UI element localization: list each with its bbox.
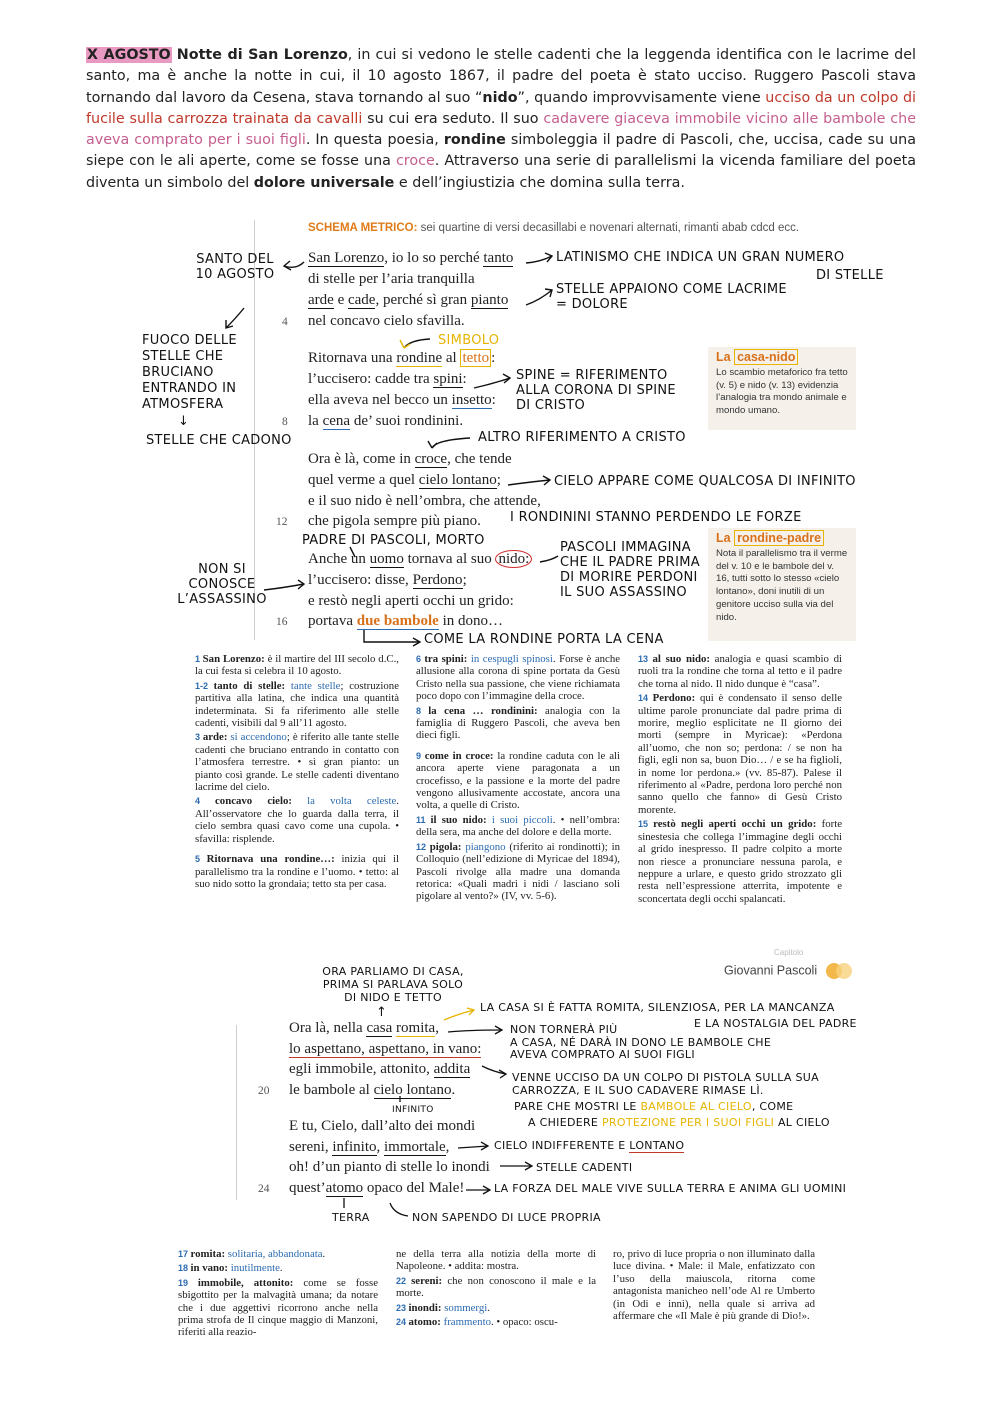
note-entry: [396, 1275, 596, 1300]
schema-metrico: SCHEMA METRICO: sei quartine di versi decasillabi e novenari alternati, rimanti abab cdcd ecc.: [308, 222, 800, 234]
note-text: ne della terra alla notizia della morte di Napoleone. • addita: mostra.: [396, 1248, 596, 1273]
note-number: 12: [416, 841, 430, 852]
verse-number: 24: [258, 1183, 270, 1195]
note-text: ro, privo di luce propria o non illuminato dalla luce divina. • Male: il Male, enfatizzato con l’uso della maiuscola, ritorna come antagonista manicheo nell’ode Al re Umberto (in Odi e inni), nella quale si arriva ad affermare che «Il Male è più grande di Dio!».: [613, 1248, 815, 1323]
note-up-arrow: ↑: [376, 1005, 388, 1020]
note-headword: Perdono:: [652, 692, 696, 705]
note-non-tornera: NON TORNERÀ PIÙ A CASA, NÉ DARÀ IN DONO LE BAMBOLE CHE AVEVA COMPRATO AI SUOI FIGLI: [510, 1023, 772, 1061]
verse-number: 20: [258, 1085, 270, 1097]
note-text: .: [322, 1248, 326, 1260]
note-text: (riferito ai rondinotti); in Colloquio (nell’edizione di Myricae del 1894), Pascoli rivolge alla madre una domanda retorica: «Quali madri i nidi / lasciano soli pigolare al vento?» (IV, vv. 5-6).: [416, 840, 620, 903]
note-fuoco: FUOCO DELLE STELLE CHE BRUCIANO ENTRANDO IN ATMOSFERA: [142, 333, 237, 412]
note-nostalgia: E LA NOSTALGIA DEL PADRE: [694, 1017, 857, 1030]
chapter-header: Capitolo Giovanni Pascoli: [724, 962, 857, 980]
note-terra: TERRA: [332, 1211, 370, 1224]
note-entry: [396, 1316, 596, 1328]
note-number: 22: [396, 1275, 412, 1286]
note-entry: [396, 1302, 596, 1314]
verse-24: quest’atomo opaco del Male!: [289, 1180, 465, 1196]
note-pare: PARE CHE MOSTRI LE BAMBOLE AL CIELO, COME: [514, 1100, 794, 1113]
highlight-pink: cadavere giaceva immobile vicino alle bambole che aveva comprato per i suoi figli: [86, 110, 917, 149]
note-number: 15: [638, 819, 654, 830]
note-number: 11: [416, 814, 431, 825]
verse-number: 8: [282, 416, 288, 428]
note-gloss: frammento: [440, 1316, 491, 1329]
verse-12: che pigola sempre più piano.: [308, 513, 481, 529]
note-stelle-cadenti: STELLE CADENTI: [536, 1161, 633, 1174]
note-entry: [613, 1248, 815, 1322]
note-number: 14: [638, 693, 653, 704]
note-headword: arde:: [202, 731, 228, 744]
note-simbolo: SIMBOLO: [438, 333, 500, 348]
sidebox-rondine-padre: La rondine-padre Nota il parallelismo tra il verme del v. 10 e le bambole del v. 16, tutti sotto lo stesso «cielo lontano», doni inutili di un genitore ucciso sulla via del nido.: [708, 528, 856, 641]
note-ora-parliamo: ORA PARLIAMO DI CASA, PRIMA SI PARLAVA SOLO DI NIDO E TETTO: [322, 965, 464, 1004]
notes2-column-1: [178, 1248, 378, 1341]
note-text: come se fosse sbigottito per la malvagità umana; da notare che i due aggettivi ricorrono anche nella prima strofa de Il cinque maggio di Manzoni, riferiti alla reazio-: [178, 1276, 378, 1339]
note-number: 8: [416, 705, 429, 716]
verse-16: portava due bambole in dono…: [308, 613, 504, 629]
note-headword: romita:: [190, 1248, 226, 1260]
intro-title: Notte di San Lorenzo: [176, 47, 348, 63]
note-headword: Ritornava una rondine…:: [206, 853, 335, 866]
note-text: che non conoscono il male e la morte.: [396, 1274, 596, 1300]
verse-9: Ora è là, come in croce, che tende: [308, 451, 512, 467]
note-gloss: sommergi: [441, 1301, 488, 1314]
note-gloss: tante stelle: [285, 679, 341, 692]
note-number: 9: [416, 750, 425, 761]
note-gloss: la volta celeste: [291, 795, 397, 808]
note-number: 13: [638, 654, 653, 664]
note-pascoli-immagina: PASCOLI IMMAGINA CHE IL PADRE PRIMA DI MORIRE PERDONI IL SUO ASSASSINO: [560, 540, 700, 600]
note-number: 5: [195, 854, 207, 865]
note-number: 4: [195, 796, 215, 807]
note-gloss: inutilmente: [228, 1262, 280, 1275]
note-headword: restò negli aperti occhi un grido:: [653, 818, 817, 831]
note-forza-male: LA FORZA DEL MALE VIVE SULLA TERRA E ANIMA GLI UOMINI: [494, 1182, 847, 1195]
note-rondinini: I RONDININI STANNO PERDENDO LE FORZE: [510, 510, 802, 525]
verse-2: di stelle per l’aria tranquilla: [308, 271, 475, 287]
note-headword: concavo cielo:: [215, 795, 292, 808]
verse-22: sereni, infinito, immortale,: [289, 1139, 450, 1155]
note-text: inizia qui il parallelismo tra la rondine e l’uomo. • tetto: al suo nido sotto la grondaia; tetto sta per casa.: [195, 853, 399, 890]
note-number: 18: [178, 1263, 191, 1274]
chapter-author: Giovanni Pascoli: [724, 963, 818, 978]
note-headword: atomo:: [408, 1316, 441, 1329]
note-headword: sereni:: [411, 1274, 443, 1287]
note-headword: il suo nido:: [430, 813, 487, 826]
note-venne-ucciso: VENNE UCCISO DA UN COLPO DI PISTOLA SULLA SUA CARROZZA, E IL SUO CADAVERE RIMASE LÌ.: [512, 1071, 819, 1097]
note-come-rondine: COME LA RONDINE PORTA LA CENA: [424, 632, 664, 647]
note-text: . Forse è anche allusione alla corona di spine portata da Gesù Cristo nella sua passione, che viene richiamata poco dopo con l’immagine della croce.: [416, 653, 621, 703]
note-text: analogia e quasi scambio di ruoli tra la rondine che torna al tetto e il padre che torna al nido. Il nido dunque è “casa”.: [638, 653, 843, 690]
note-gloss: i suoi piccoli: [486, 813, 553, 826]
note-headword: la cena … rondinini:: [428, 704, 538, 717]
note-number: 19: [178, 1277, 198, 1288]
note-non-sapendo: NON SAPENDO DI LUCE PROPRIA: [412, 1211, 601, 1224]
highlight-red: ucciso da un colpo di fucile sulla carrozza trainata da cavalli: [86, 89, 916, 127]
note-headword: tra spini:: [424, 653, 468, 665]
note-casa-romita: LA CASA SI È FATTA ROMITA, SILENZIOSA, PER LA MANCANZA: [480, 1001, 835, 1014]
note-headword: immobile, attonito:: [197, 1276, 294, 1289]
note-headword: inondi:: [408, 1301, 442, 1314]
note-infinito: INFINITO: [392, 1105, 434, 1115]
note-latinismo: LATINISMO CHE INDICA UN GRAN NUMERO: [556, 250, 845, 265]
note-indifferente: CIELO INDIFFERENTE E LONTANO: [494, 1139, 685, 1152]
verse-11: e il suo nido è nell’ombra, che attende,: [308, 493, 541, 509]
note-text: ; è riferito alle tante stelle cadenti che bruciano entrando in contatto con l’atmosfera terrestre. • sì gran pianto: un pianto così grande. Le stelle cadenti diventano lacrime del cielo.: [195, 731, 399, 794]
note-headword: pigola:: [429, 840, 462, 853]
note-non-si-conosce: NON SI CONOSCE L’ASSASSINO: [177, 562, 267, 607]
note-headword: al suo nido:: [652, 653, 710, 665]
verse-19: egli immobile, attonito, addita: [289, 1061, 471, 1077]
note-spine: SPINE = RIFERIMENTO ALLA CORONA DI SPINE DI CRISTO: [516, 368, 676, 413]
notes2-column-3: [613, 1248, 815, 1324]
note-santo: SANTO DEL 10 AGOSTO: [195, 252, 275, 282]
note-text: ; costruzione partitiva alla latina, che indica una quantità indeterminata. Si fa riferimento alle stelle cadenti, visibili dal 9 all’11 agosto.: [195, 679, 399, 730]
note-text: qui è condensato il senso delle ultime parole pronunciate dal padre prima di morire, meglio esplicitate ne Il giorno dei morti (sempre in Myricae): «Perdona all’uomo, che non so; perdona: / se non ha figli, egli non sa, buon Dio… / e se ha figlioli, in nome lor perdona.» (vv. 85-87). Palese il riferimento al «Padre, perdona loro perché non sanno quello che fanno» di Gesù Cristo morente.: [638, 692, 842, 816]
note-number: 1: [195, 654, 203, 664]
intro-paragraph: X AGOSTO Notte di San Lorenzo, in cui si vedono le stelle cadenti che la leggenda identifica con le lacrime del santo, ma è anche la notte in cui, il 10 agosto 1867, il padre del poeta è stato ucciso. Ruggero Pascoli stava tornando dal lavoro da Cesena, stava tornando al suo “nido”, quando improvvisamente viene ucciso da un colpo di fucile sulla carrozza trainata da cavalli su cui era seduto. Il suo cadavere giaceva immobile vicino alle bambole che aveva comprato per i suoi figli. In questa poesia, rondine simboleggia il padre di Pascoli, che, uccisa, cade su una siepe con le ali aperte, come se fosse una croce. Attraverso una serie di parallelismi la vicenda familiare del poeta diventa un simbolo del dolore universale e dell’ingiustizia che domina sulla terra.: [86, 47, 917, 191]
verse-13: Anche un uomo tornava al suo nido:: [308, 551, 532, 568]
verse-5: Ritornava una rondine al tetto :: [308, 350, 496, 366]
verse-6: l’uccisero: cadde tra spini:: [308, 371, 467, 387]
verse-8: la cena de’ suoi rondinini.: [308, 413, 464, 429]
note-text: la rondine caduta con le ali ancora aperte viene paragonata a un crocefisso, e la passione e la morte del padre vengono allusivamente accostate, ancora una volta, a quelle di Cristo.: [416, 749, 620, 812]
note-chiedere: A CHIEDERE PROTEZIONE PER I SUOI FIGLI AL CIELO: [528, 1116, 830, 1129]
note-cielo-infinito: CIELO APPARE COME QUALCOSA DI INFINITO: [554, 474, 856, 489]
verse-4: nel concavo cielo sfavilla.: [308, 313, 465, 329]
note-arrow: ↓: [178, 414, 190, 429]
verse-20: le bambole al cielo lontano.: [289, 1082, 456, 1098]
note-stelle-lacrime: STELLE APPAIONO COME LACRIME = DOLORE: [556, 282, 787, 312]
note-text: analogia con la famiglia di Ruggero Pascoli, che aveva ben dieci figli.: [416, 704, 620, 742]
note-text: forte sinestesia che collega l’immagine degli occhi al grido inespresso. Il padre colpito a morte non riesce a pronunciare nessuna parola, e neppure a urlare, e questo grido strozzato gli resta nell’espressione atterrita, impotente e sconcertata degli occhi spalancati.: [638, 818, 842, 905]
note-headword: tanto di stelle:: [213, 679, 286, 692]
note-number: 24: [396, 1317, 409, 1328]
note-cadono: STELLE CHE CADONO: [146, 433, 292, 448]
note-number: 3: [195, 732, 203, 743]
verse-10: quel verme a quel cielo lontano;: [308, 472, 501, 488]
note-entry: [396, 1248, 596, 1273]
verse-17: Ora là, nella casa romita,: [289, 1020, 439, 1036]
note-entry: [178, 1262, 378, 1274]
note-altro-cristo: ALTRO RIFERIMENTO A CRISTO: [478, 430, 686, 445]
note-padre: PADRE DI PASCOLI, MORTO: [302, 533, 485, 548]
note-text: è il martire del III secolo d.C., la cui festa si celebra il 10 agosto.: [195, 653, 399, 678]
verse-1: San Lorenzo, io lo so perché tanto: [308, 250, 514, 266]
notes2-column-2: [396, 1248, 596, 1330]
note-number: 17: [178, 1249, 191, 1259]
verse-23: oh! d’un pianto di stelle lo inondi: [289, 1159, 490, 1175]
note-headword: in vano:: [190, 1262, 229, 1275]
verse-14: l’uccisero: disse, Perdono;: [308, 572, 467, 588]
note-number: 23: [396, 1302, 409, 1313]
note-headword: San Lorenzo:: [202, 653, 265, 665]
note-distelle: DI STELLE: [816, 268, 884, 283]
date-tag: X AGOSTO: [87, 47, 171, 63]
verse-number: 4: [282, 316, 288, 328]
note-entry: [178, 1277, 378, 1339]
note-text: . • nell’ombra: della sera, ma anche del dolore e della morte.: [416, 813, 621, 839]
note-text: . • opaco: oscu-: [490, 1316, 558, 1329]
note-gloss: in cespugli spinosi: [467, 653, 553, 665]
verse-number: 16: [276, 616, 288, 628]
verse-15: e restò negli aperti occhi un grido:: [308, 593, 514, 609]
note-text: . All’osservatore che lo guarda dalla terra, il cielo sembra quasi cavo come una cupola. • sfavilla: risplende.: [195, 795, 399, 845]
note-text: .: [487, 1301, 490, 1314]
note-headword: come in croce:: [424, 749, 494, 762]
note-gloss: si accendono: [227, 731, 287, 744]
note-gloss: piangono: [461, 840, 506, 853]
note-text: .: [279, 1262, 283, 1275]
verse-7: ella aveva nel becco un insetto:: [308, 392, 496, 408]
note-entry: [178, 1248, 378, 1260]
note-number: 1-2: [195, 680, 214, 691]
verse-number: 12: [276, 516, 288, 528]
verse-18: lo aspettano, aspettano, in vano:: [289, 1041, 482, 1057]
note-gloss: solitaria, abbandonata: [225, 1248, 323, 1260]
note-number: 6: [416, 654, 425, 664]
sidebox-casa-nido: La casa-nido Lo scambio metaforico fra tetto (v. 5) e nido (v. 13) evidenzia l’analogia tra mondo animale e mondo umano.: [708, 347, 856, 430]
verse-3: arde e cade, perché sì gran pianto: [308, 292, 509, 308]
verse-21: E tu, Cielo, dall’alto dei mondi: [289, 1118, 476, 1134]
